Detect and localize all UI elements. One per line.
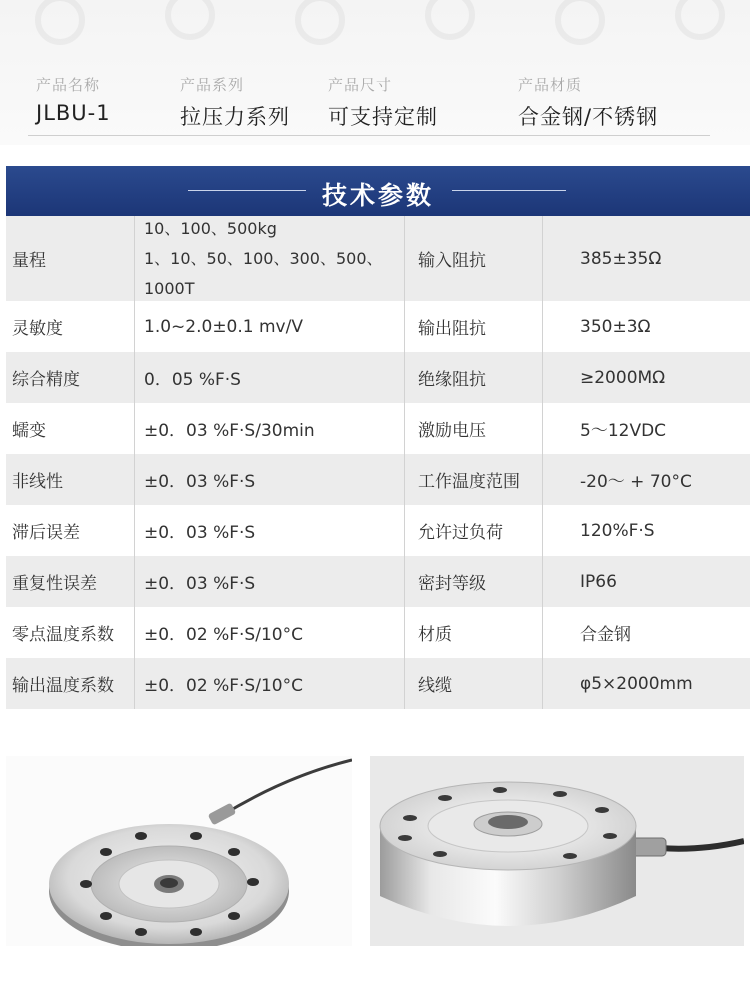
param-value: 合金钢 (580, 625, 631, 645)
info-label: 产品系列 (180, 76, 245, 94)
param-name: 量程 (12, 251, 46, 271)
param-value-line: 10、100、500kg (144, 218, 277, 238)
param-value-line: 1、10、50、100、300、500、1000T (144, 248, 383, 298)
info-value: 可支持定制 (328, 105, 438, 129)
param-name: 材质 (418, 625, 452, 645)
divider (0, 996, 750, 1000)
param-name: 输出温度系数 (12, 676, 114, 696)
param-name: 蠕变 (12, 421, 46, 441)
product-info-bar (0, 0, 750, 145)
table-row (6, 301, 750, 352)
param-value (134, 216, 404, 301)
info-value: 拉压力系列 (180, 105, 290, 129)
param-value: ±0．03 %F·S (144, 472, 256, 492)
spec-table (6, 216, 750, 709)
param-name: 密封等级 (418, 574, 486, 594)
param-value: ±0．02 %F·S/10°C (144, 676, 303, 696)
info-value: JLBU-1 (36, 101, 111, 125)
param-name: 非线性 (12, 472, 63, 492)
header-rule-right (452, 190, 566, 191)
param-value: ≥2000MΩ (580, 367, 666, 388)
table-row (6, 607, 750, 658)
info-label: 产品名称 (36, 76, 101, 94)
table-row (6, 403, 750, 454)
param-value: ±0．03 %F·S (144, 574, 256, 594)
param-name: 滞后误差 (12, 523, 80, 543)
param-name: 输入阻抗 (418, 251, 486, 271)
table-row (6, 352, 750, 403)
info-value: 合金钢/不锈钢 (518, 105, 659, 129)
param-name: 灵敏度 (12, 319, 63, 339)
table-row (6, 505, 750, 556)
param-value: 0．05 %F·S (144, 370, 241, 390)
watermark-pattern (0, 0, 750, 60)
tech-params-title: 技术参数 (321, 181, 434, 210)
param-name: 零点温度系数 (12, 625, 114, 645)
table-row (6, 216, 750, 301)
product-photo-side-view (370, 756, 744, 946)
product-photo-top-view (6, 756, 352, 946)
param-name: 输出阻抗 (418, 319, 486, 339)
table-row (6, 658, 750, 709)
param-name: 重复性误差 (12, 574, 97, 594)
param-value: 1.0~2.0±0.1 mv/V (144, 316, 303, 337)
info-col-name (36, 74, 111, 125)
divider (28, 135, 710, 136)
param-name: 激励电压 (418, 421, 486, 441)
param-value: -20～ + 70°C (580, 472, 692, 492)
param-name: 线缆 (418, 676, 452, 696)
param-value: IP66 (580, 571, 617, 592)
param-value: ±0．03 %F·S (144, 523, 256, 543)
table-row (6, 556, 750, 607)
param-name: 综合精度 (12, 370, 80, 390)
param-value: ±0．03 %F·S/30min (144, 421, 315, 441)
param-value: 385±35Ω (580, 248, 662, 269)
param-value: 5～12VDC (580, 421, 667, 441)
param-name: 绝缘阻抗 (418, 370, 486, 390)
info-col-size (328, 74, 438, 131)
info-col-material (518, 74, 658, 131)
info-label: 产品材质 (518, 76, 583, 94)
param-name: 允许过负荷 (418, 523, 503, 543)
info-label: 产品尺寸 (328, 76, 393, 94)
param-value: ±0．02 %F·S/10°C (144, 625, 303, 645)
param-value: 350±3Ω (580, 316, 651, 337)
table-row (6, 454, 750, 505)
param-value: 120%F·S (580, 520, 655, 541)
info-col-series (180, 74, 290, 131)
tech-params-header (6, 166, 750, 216)
param-value: φ5×2000mm (580, 673, 693, 694)
param-name: 工作温度范围 (418, 472, 520, 492)
